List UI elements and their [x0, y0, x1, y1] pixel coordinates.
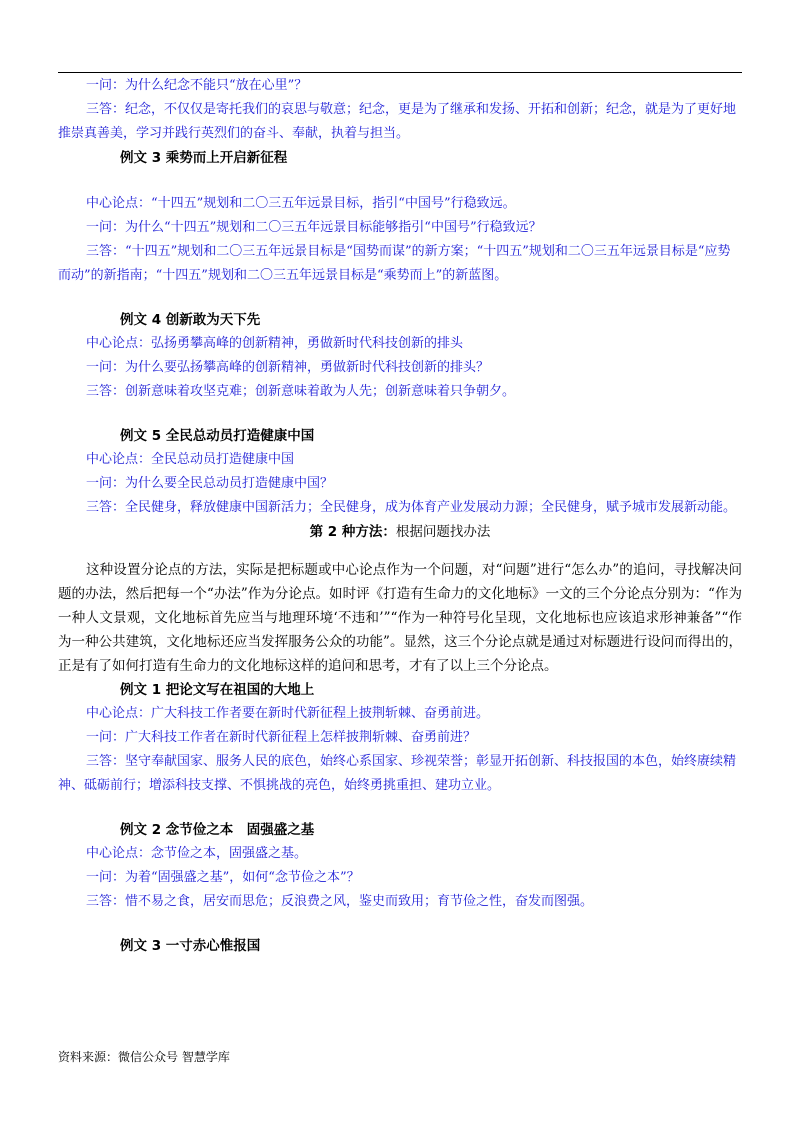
- question-line: 一问：为什么纪念不能只“放在心里”？: [86, 78, 308, 93]
- answer-line: 三答：全民健身，释放健康中国新活力；全民健身，成为体育产业发展动力源；全民健身，赋予城市发展新动能。: [86, 500, 737, 515]
- example-heading: 例文 5 全民总动员打造健康中国: [120, 428, 315, 444]
- thesis-line: 中心论点：广大科技工作者要在新时代新征程上披荆斩棘、奋勇前进。: [86, 706, 490, 721]
- question-line: 一问：为着“固强盛之基”，如何“念节俭之本”？: [86, 870, 360, 885]
- answer-line: 三答：惜不易之食，居安而思危；反浪费之风，鉴史而致用；育节俭之性，奋发而图强。: [86, 894, 594, 909]
- example-heading: 例文 2 念节俭之本 固强盛之基: [120, 822, 315, 838]
- question-line: 一问：为什么要弘扬攀高峰的创新精神，勇做新时代科技创新的排头？: [86, 360, 490, 375]
- answer-line: 三答：纪念，不仅仅是寄托我们的哀思与敬意；纪念，更是为了继承和发扬、开拓和创新；纪念，就是为了更好地推崇真善美，学习并践行英烈们的奋斗、奉献，执着与担当。: [58, 102, 737, 141]
- answer-line: 三答：“十四五”规划和二〇三五年远景目标是“国势而谋”的新方案；“十四五”规划和二〇三五年远景目标是“应势而动”的新指南；“十四五”规划和二〇三五年远景目标是“乘势而上”的新蓝图。: [58, 244, 731, 283]
- thesis-line: 中心论点：弘扬勇攀高峰的创新精神，勇做新时代科技创新的排头: [86, 336, 464, 351]
- thesis-line: 中心论点：“十四五”规划和二〇三五年远景目标，指引“中国号”行稳致远。: [86, 196, 516, 211]
- answer-line: 三答：创新意味着攻坚克难；创新意味着敢为人先；创新意味着只争朝夕。: [86, 384, 516, 399]
- method-label: 第 2 种方法：: [309, 524, 396, 540]
- answer-line: 三答：坚守奉献国家、服务人民的底色，始终心系国家、珍视荣誉；彰显开拓创新、科技报国的本色，始终赓续精神、砥砺前行；增添科技支撑、不惧挑战的亮色，始终勇挑重担、建功立业。: [58, 754, 737, 793]
- method-paragraph: 这种设置分论点的方法，实际是把标题或中心论点作为一个问题，对“问题”进行“怎么办”的追问，寻找解决问题的办法，然后把每一个“办法”作为分论点。如时评《打造有生命力的文化地标》一文的三个分论点分别为：“作为一种人文景观，文化地标首先应当与地理环境‘不违和’”“作为一种符号化呈现，文化地标也应该追求形神兼备”“作为一种公共建筑，文化地标还应当发挥服务公众的功能”。显然，这三个分论点就是通过对标题进行设问而得出的，正是有了如何打造有生命力的文化地标这样的追问和思考，才有了以上三个分论点。: [58, 562, 742, 674]
- example-heading: 例文 3 乘势而上开启新征程: [120, 150, 288, 166]
- document-body: [58, 74, 742, 958]
- thesis-line: 中心论点：念节俭之本，固强盛之基。: [86, 846, 308, 861]
- example-heading: 例文 3 一寸赤心惟报国: [120, 938, 261, 954]
- question-line: 一问：为什么“十四五”规划和二〇三五年远景目标能够指引“中国号”行稳致远？: [86, 220, 542, 235]
- question-line: 一问：广大科技工作者在新时代新征程上怎样披荆斩棘、奋勇前进？: [86, 730, 477, 745]
- thesis-line: 中心论点：全民总动员打造健康中国: [86, 452, 295, 467]
- method-heading: [58, 520, 742, 544]
- question-line: 一问：为什么要全民总动员打造健康中国？: [86, 476, 334, 491]
- example-heading: 例文 1 把论文写在祖国的大地上: [120, 682, 315, 698]
- method-title: 根据问题找办法: [395, 524, 491, 540]
- source-footer: 资料来源：微信公众号 智慧学库: [58, 1050, 230, 1064]
- top-rule: [58, 72, 742, 73]
- example-heading: 例文 4 创新敢为天下先: [120, 312, 261, 328]
